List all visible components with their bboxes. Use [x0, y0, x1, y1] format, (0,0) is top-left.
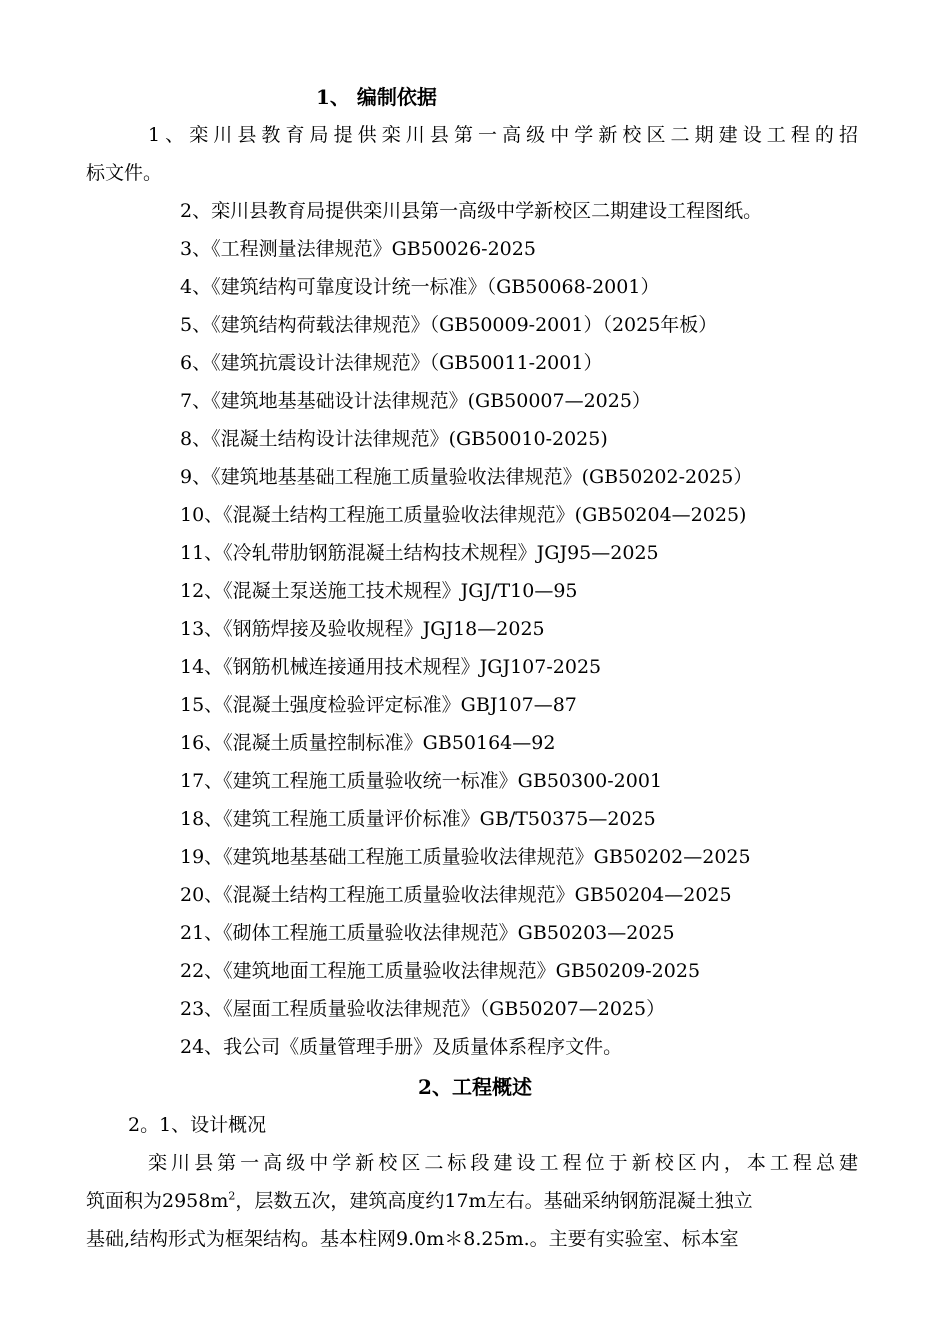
list-item-9: 9、《建筑地基基础工程施工质量验收法律规范》(GB50202-2025）	[180, 466, 753, 488]
list-item-18: 18、《建筑工程施工质量评价标准》GB/T50375—2025	[180, 808, 656, 830]
paragraph-line-2-end: ，层数五次，建筑高度约17m左右。基础采纳钢筋混凝土独立	[235, 1190, 753, 1212]
list-item-14: 14、《钢筋机械连接通用技术规程》JGJ107-2025	[180, 656, 602, 678]
list-item-7: 7、《建筑地基基础设计法律规范》(GB50007—2025）	[180, 390, 651, 412]
list-item-11: 11、《冷轧带肋钢筋混凝土结构技术规程》JGJ95—2025	[180, 542, 659, 564]
list-item-15: 15、《混凝土强度检验评定标准》GBJ107—87	[180, 694, 577, 716]
list-item-21: 21、《砌体工程施工质量验收法律规范》GB50203—2025	[180, 922, 675, 944]
section-2-heading: 2、工程概述	[418, 1075, 532, 1099]
superscript: 2	[228, 1189, 236, 1203]
list-item-1a: 1、栾川县教育局提供栾川县第一高级中学新校区二期建设工程的招	[148, 124, 858, 146]
list-item-5: 5、《建筑结构荷载法律规范》（GB50009-2001）（2025年板）	[180, 314, 718, 336]
list-item-3: 3、《工程测量法律规范》GB50026-2025	[180, 238, 536, 260]
section-1-heading: 1、 编制依据	[316, 85, 437, 109]
list-item-22: 22、《建筑地面工程施工质量验收法律规范》GB50209-2025	[180, 960, 701, 982]
list-item-1b: 标文件。	[86, 162, 163, 184]
list-item-17: 17、《建筑工程施工质量验收统一标准》GB50300-2001	[180, 770, 663, 792]
paragraph-line-3: 基础,结构形式为框架结构。基本柱网9.0m＊8.25m.。主要有实验室、标本室	[86, 1228, 739, 1250]
list-item-4: 4、《建筑结构可靠度设计统一标准》（GB50068-2001）	[180, 276, 660, 298]
list-item-6: 6、《建筑抗震设计法律规范》（GB50011-2001）	[180, 352, 603, 374]
paragraph-line-2	[86, 1188, 950, 1214]
list-item-20: 20、《混凝土结构工程施工质量验收法律规范》GB50204—2025	[180, 884, 732, 906]
list-item-16: 16、《混凝土质量控制标准》GB50164—92	[180, 732, 556, 754]
list-item-2: 2、栾川县教育局提供栾川县第一高级中学新校区二期建设工程图纸。	[180, 200, 763, 222]
list-item-10: 10、《混凝土结构工程施工质量验收法律规范》(GB50204—2025)	[180, 504, 747, 526]
list-item-12: 12、《混凝土泵送施工技术规程》JGJ/T10—95	[180, 580, 578, 602]
list-item-23: 23、《屋面工程质量验收法律规范》（GB50207—2025）	[180, 998, 666, 1020]
subsection-heading: 2。1、设计概况	[128, 1114, 267, 1136]
list-item-13: 13、《钢筋焊接及验收规程》JGJ18—2025	[180, 618, 545, 640]
paragraph-line-2-start: 筑面积为2958m	[86, 1190, 229, 1212]
list-item-24: 24、我公司《质量管理手册》及质量体系程序文件。	[180, 1036, 623, 1058]
paragraph-line-1: 栾川县第一高级中学新校区二标段建设工程位于新校区内，本工程总建	[148, 1152, 858, 1174]
list-item-8: 8、《混凝土结构设计法律规范》(GB50010-2025)	[180, 428, 608, 450]
list-item-19: 19、《建筑地基基础工程施工质量验收法律规范》GB50202—2025	[180, 846, 751, 868]
